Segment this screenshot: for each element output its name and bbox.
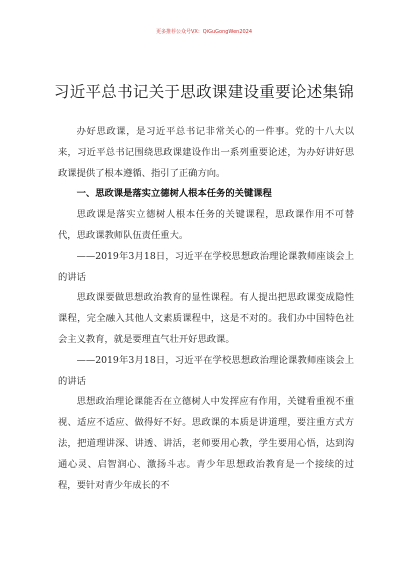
citation-paragraph: ——2019年3月18日，习近平在学校思想政治理论课教师座谈会上的讲话: [58, 354, 354, 387]
citation-paragraph: ——2019年3月18日，习近平在学校思想政治理论课教师座谈会上的讲话: [58, 250, 354, 283]
intro-paragraph: 办好思政课，是习近平总书记非常关心的一件事。党的十八大以来，习近平总书记围绕思政课建设作出一系列重要论述，为办好讲好思政课提供了根本遵循、指引了正确方向。: [58, 126, 354, 179]
header-banner: 更多推荐公众号VX：QiGuGongWen2024: [155, 29, 253, 35]
body-paragraph: 思想政治理论课能否在立德树人中发挥应有作用，关键看重视不重视、适应不适应、做得好不好。思政课的本质是讲道理，要注重方式方法，把道理讲深、讲透、讲活，老师要用心教，学生要用心悟，达到沟通心灵、启智润心、激扬斗志。青少年思想政治教育是一个接续的过程，要针对青少年成长的不: [58, 396, 354, 491]
section-heading: 一、思政课是落实立德树人根本任务的关键课程: [76, 188, 272, 200]
body-paragraph: 思政课要做思想政治教育的显性课程。有人提出把思政课变成隐性课程，完全融入其他人文素质课程中，这是不对的。我们办中国特色社会主义教育，就是要理直气壮开好思政课。: [58, 292, 354, 345]
body-paragraph: 思政课是落实立德树人根本任务的关键课程，思政课作用不可替代，思政课教师队伍责任重大。: [58, 209, 354, 241]
document-body: [58, 122, 354, 496]
document-title: 习近平总书记关于思政课建设重要论述集锦: [53, 83, 355, 101]
